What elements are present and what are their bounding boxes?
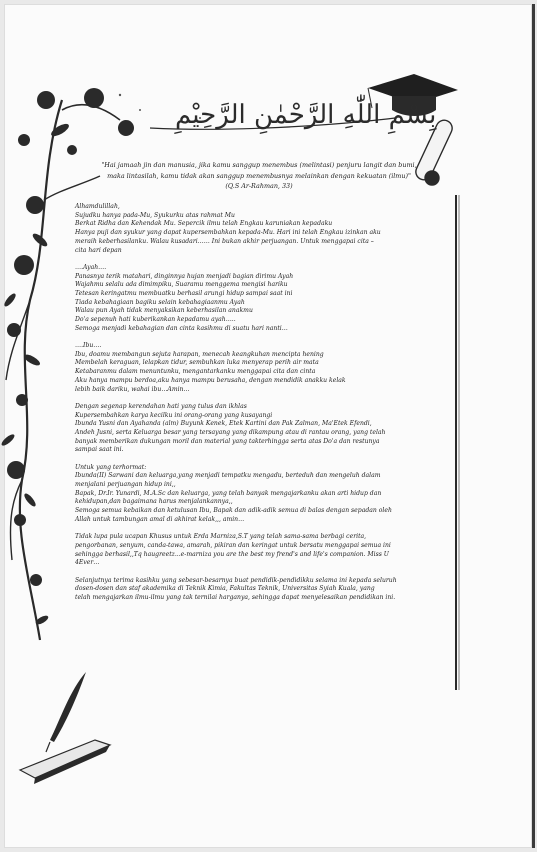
body-line: Walau pun Ayah tidak menyaksikan keberhasilan anakmu [75, 307, 253, 315]
body-line: Semoga menjadi kebahagian dan cinta kasihmu di suatu hari nanti… [75, 324, 288, 332]
body-line: Do'a sepenuh hati kuberikankan kepadamu ayah….. [75, 316, 236, 324]
body-line: Sujudku hanya pada-Mu, Syukurku atas rahmat Mu [75, 211, 235, 219]
quran-quote: "Hai jamaah jin dan manusia, jika kamu sanggup menembus (melintasi) penjuru langit dan bumi, maka lintasilah, kamu tidak akan sanggup menembusnya melainkan dengan kekuatan (ilmu)" (Q.S Ar-Rahman, 33) [101, 161, 417, 191]
body-line: Panasnya terik matahari, dinginnya hujan menjadi bagian dirimu Ayah [75, 272, 294, 280]
body-line: Berkat Ridha dan Kehendak Mu. Sepercik ilmu telah Engkau karuniakan kepadaku [75, 220, 333, 228]
body-line: Tiada kebahagiaan bagiku selain kebahagiaanmu Ayah [75, 298, 245, 306]
body-line: meraih keberhasilanku. Walau kusadari…… Ini bukan akhir perjuangan. Untuk menggapai cita – [75, 237, 374, 245]
body-line: Wajahmu selalu ada dimimpiku, Suaramu menggema mengisi hariku [75, 281, 288, 289]
body-line: Andeh Jusni, serta Keluarga besar yang tersayang yang dikampung atau di rantau orang, yang telah [75, 428, 386, 436]
body-line: Hanya puji dan syukur yang dapat kupersembahkan kepada-Mu. Hari ini telah Engkau izinkan aku [75, 229, 381, 237]
body-line: Tetesan keringatmu membuatku berhasil arungi hidup sampai saat ini [75, 289, 293, 297]
body-line: Kupersembahkan karya kecilku ini orang-orang yang kusayangi [75, 411, 273, 419]
dedication-body [75, 203, 420, 603]
body-line: Alhamdulillah, [75, 203, 120, 210]
body-line: pengorbanan, senyum, canda-tawa, amarah, pikiran dan keringat untuk bersatu menggapai semua ini [75, 541, 391, 549]
body-line: banyak memberikan dukungan moril dan material yang takterhingga serta atas Do'a dan restunya [75, 437, 380, 445]
body-line: telah mengajarkan ilmu-ilmu yang tak ternilai harganya, sehingga dapat menyelesaikan pendidikan ini. [75, 593, 396, 601]
body-line: Membelah keraguan, lelapkan tidur, sembuhkan luka menyerap perih air mata [75, 359, 319, 367]
body-line: Semoga semua kebaikan dan ketulusan Ibu, Bapak dan adik-adik semua di balas dengan sepadan oleh [75, 507, 392, 515]
body-line: Ibu, doamu membangun sejuta harapan, menecah keangkuhan mencipta hening [75, 350, 324, 358]
body-line: Allah untuk tambungan amal di akhirat kelak,,, amin… [75, 515, 245, 523]
body-line: Untuk yang terhormat: [75, 463, 147, 471]
body-line: kehidupan,dan bagaimana harus menjalankannya,, [75, 498, 233, 506]
body-line: Aku hanya mampu berdoa,aku hanya mampu berusaha, dengan mendidik anakku kelak [75, 376, 346, 384]
body-line: ….Ibu…. [75, 342, 102, 350]
body-line: Selanjutnya terima kasihku yang sebesar-besarnya buat pendidik-pendidikku selama ini kepada seluruh [75, 576, 397, 584]
body-line: menjalani perjuangan hidup ini,, [75, 481, 176, 489]
body-line: Tidak lupa pula ucapan Khusus untuk Erda Marniza,S.T yang telah sama-sama berbagi cerita, [75, 533, 367, 541]
body-line: Bapak, Dr.Ir. Yunardi, M.A.Sc dan keluarga, yang telah banyak mengajarkanku akan arti hidup dan [75, 489, 382, 497]
body-line: cita hari depan [75, 246, 122, 254]
basmalah-calligraphy: بِسْمِ اللّٰهِ الرَّحْمٰنِ الرَّحِيْمِ [175, 100, 437, 130]
body-line: 4Ever… [75, 559, 100, 567]
body-line: lebih baik dariku, wahai ibu…Amin… [75, 385, 190, 393]
body-line: Ibunda Yusni dan Ayahanda (alm) Buyunk Kenek, Etek Kartini dan Pak Zalman, Ma'Etek Efendi, [75, 420, 372, 428]
body-line: ….Ayah…. [75, 263, 107, 271]
body-line: dosen-dosen dan staf akademika di Teknik Kimia, Fakultas Teknik, Universitas Syiah Kuala, yang [75, 585, 375, 593]
body-line: Ibunda(II) Sarwani dan keluarga,yang menjadi tempatku mengadu, berteduh dan mengeluh dalam [75, 472, 381, 480]
body-line: Dengan segenap kerendahan hati yang tulus dan ikhlas [75, 402, 247, 410]
body-line: sampai saat ini. [75, 446, 124, 454]
body-line: sehingga berhasil,,Tq haugreetz...e-marniza you are the best my frend's and life's companion. Miss U [75, 550, 389, 558]
body-line: Ketabaranmu dalam menuntunku, mengantarkanku menggapai cita dan cinta [75, 368, 316, 376]
